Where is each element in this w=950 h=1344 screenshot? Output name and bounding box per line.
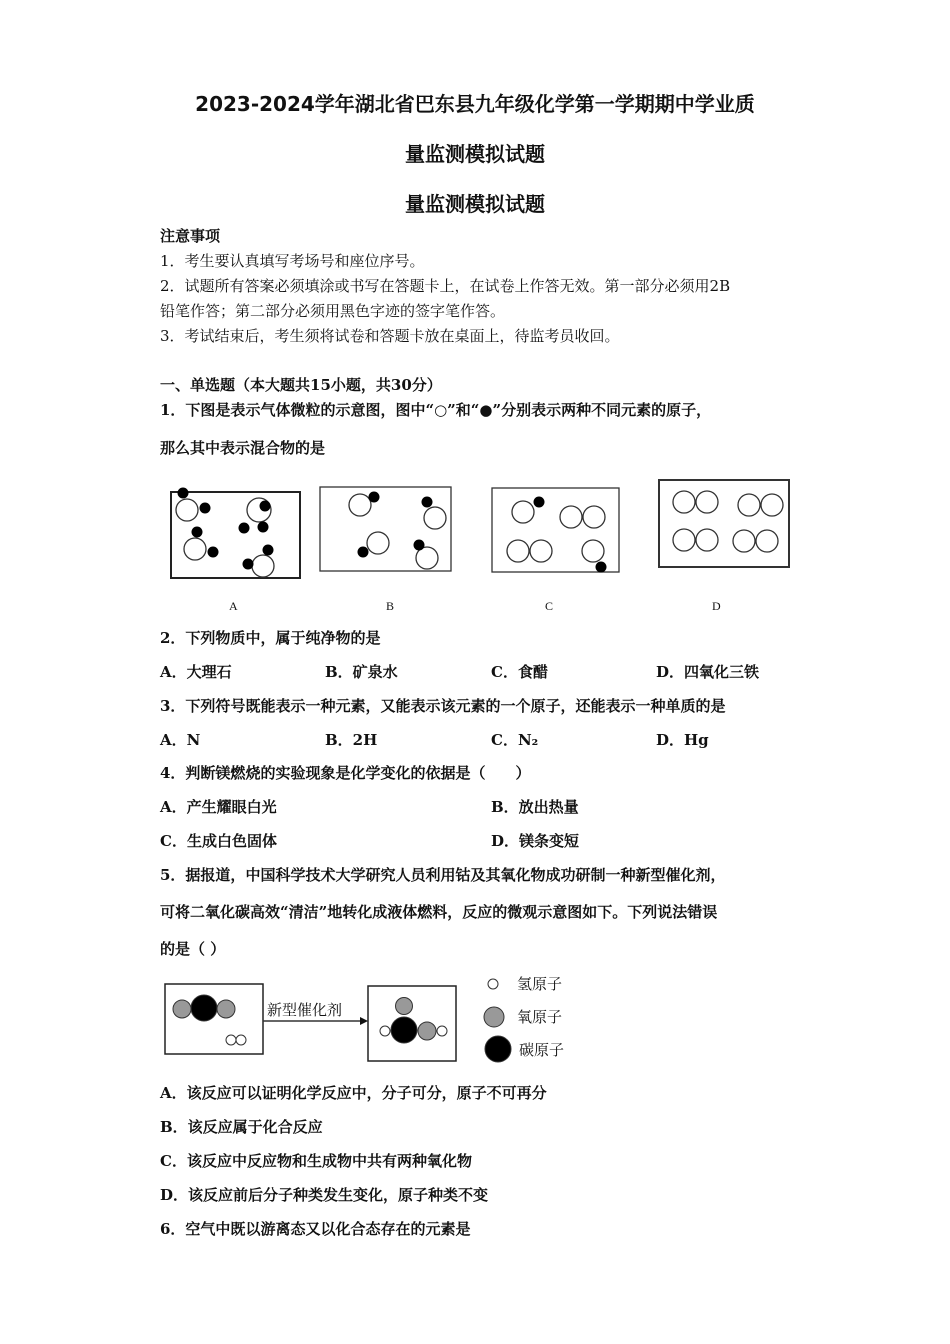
title-line-1: 2023-2024学年湖北省巴东县九年级化学第一学期期中学业质 bbox=[195, 92, 755, 116]
figure-label-d: D bbox=[712, 599, 721, 613]
figure-label-b: B bbox=[386, 599, 395, 613]
figure-label-a: A bbox=[229, 599, 238, 613]
q5-stem-3: 的是（ ） bbox=[160, 940, 226, 958]
notice-heading: 注意事项 bbox=[160, 227, 221, 245]
title-line-3: 量监测模拟试题 bbox=[405, 192, 545, 216]
q2-option-b: B．矿泉水 bbox=[325, 663, 398, 681]
q3-option-b: B．2H bbox=[325, 731, 378, 749]
legend-oxygen: 氧原子 bbox=[517, 1008, 563, 1026]
notice-item: 3．考试结束后，考生须将试卷和答题卡放在桌面上，待监考员收回。 bbox=[160, 327, 620, 345]
q2-stem: 2．下列物质中，属于纯净物的是 bbox=[160, 629, 381, 647]
legend-hydrogen: 氢原子 bbox=[517, 975, 563, 993]
q5-stem-2: 可将二氧化碳高效“清洁”地转化成液体燃料，反应的微观示意图如下。下列说法错误 bbox=[160, 903, 718, 921]
q4-option-b: B．放出热量 bbox=[491, 798, 579, 816]
notice-item: 铅笔作答；第二部分必须用黑色字迹的签字笔作答。 bbox=[160, 302, 506, 320]
q4-option-a: A．产生耀眼白光 bbox=[160, 798, 277, 816]
q3-option-c: C．N₂ bbox=[491, 731, 539, 749]
q4-option-d: D．镁条变短 bbox=[491, 832, 580, 850]
q5-stem: 5．据报道，中国科学技术大学研究人员利用钴及其氧化物成功研制一种新型催化剂， bbox=[160, 866, 726, 884]
q3-stem: 3．下列符号既能表示一种元素，又能表示该元素的一个原子，还能表示一种单质的是 bbox=[160, 697, 726, 715]
catalyst-label: 新型催化剂 bbox=[267, 1001, 343, 1019]
q4-stem: 4．判断镁燃烧的实验现象是化学变化的依据是（ ） bbox=[160, 764, 531, 782]
figure-label-c: C bbox=[545, 599, 554, 613]
legend-carbon: 碳原子 bbox=[519, 1041, 565, 1059]
q3-option-d: D．Hg bbox=[656, 731, 709, 749]
q2-option-d: D．四氧化三铁 bbox=[656, 663, 760, 681]
q1-stem: 1．下图是表示气体微粒的示意图，图中“○”和“●”分别表示两种不同元素的原子， bbox=[160, 401, 712, 419]
q2-option-c: C．食醋 bbox=[491, 663, 548, 681]
q4-option-c: C．生成白色固体 bbox=[160, 832, 277, 850]
section-heading: 一、单选题（本大题共15小题，共30分） bbox=[160, 376, 442, 394]
title-line-2: 量监测模拟试题 bbox=[405, 142, 545, 166]
q5-option-a: A．该反应可以证明化学反应中，分子可分，原子不可再分 bbox=[160, 1084, 547, 1102]
q5-option-b: B．该反应属于化合反应 bbox=[160, 1118, 323, 1136]
notice-item: 1．考生要认真填写考场号和座位序号。 bbox=[160, 252, 425, 270]
q3-option-a: A．N bbox=[160, 731, 201, 749]
notice-item: 2．试题所有答案必须填涂或书写在答题卡上，在试卷上作答无效。第一部分必须用2B bbox=[160, 277, 731, 295]
q2-option-a: A．大理石 bbox=[160, 663, 232, 681]
q6-stem: 6．空气中既以游离态又以化合态存在的元素是 bbox=[160, 1220, 471, 1238]
q5-option-d: D．该反应前后分子种类发生变化，原子种类不变 bbox=[160, 1186, 489, 1204]
q1-stem-2: 那么其中表示混合物的是 bbox=[160, 439, 326, 457]
q5-option-c: C．该反应中反应物和生成物中共有两种氧化物 bbox=[160, 1152, 472, 1170]
